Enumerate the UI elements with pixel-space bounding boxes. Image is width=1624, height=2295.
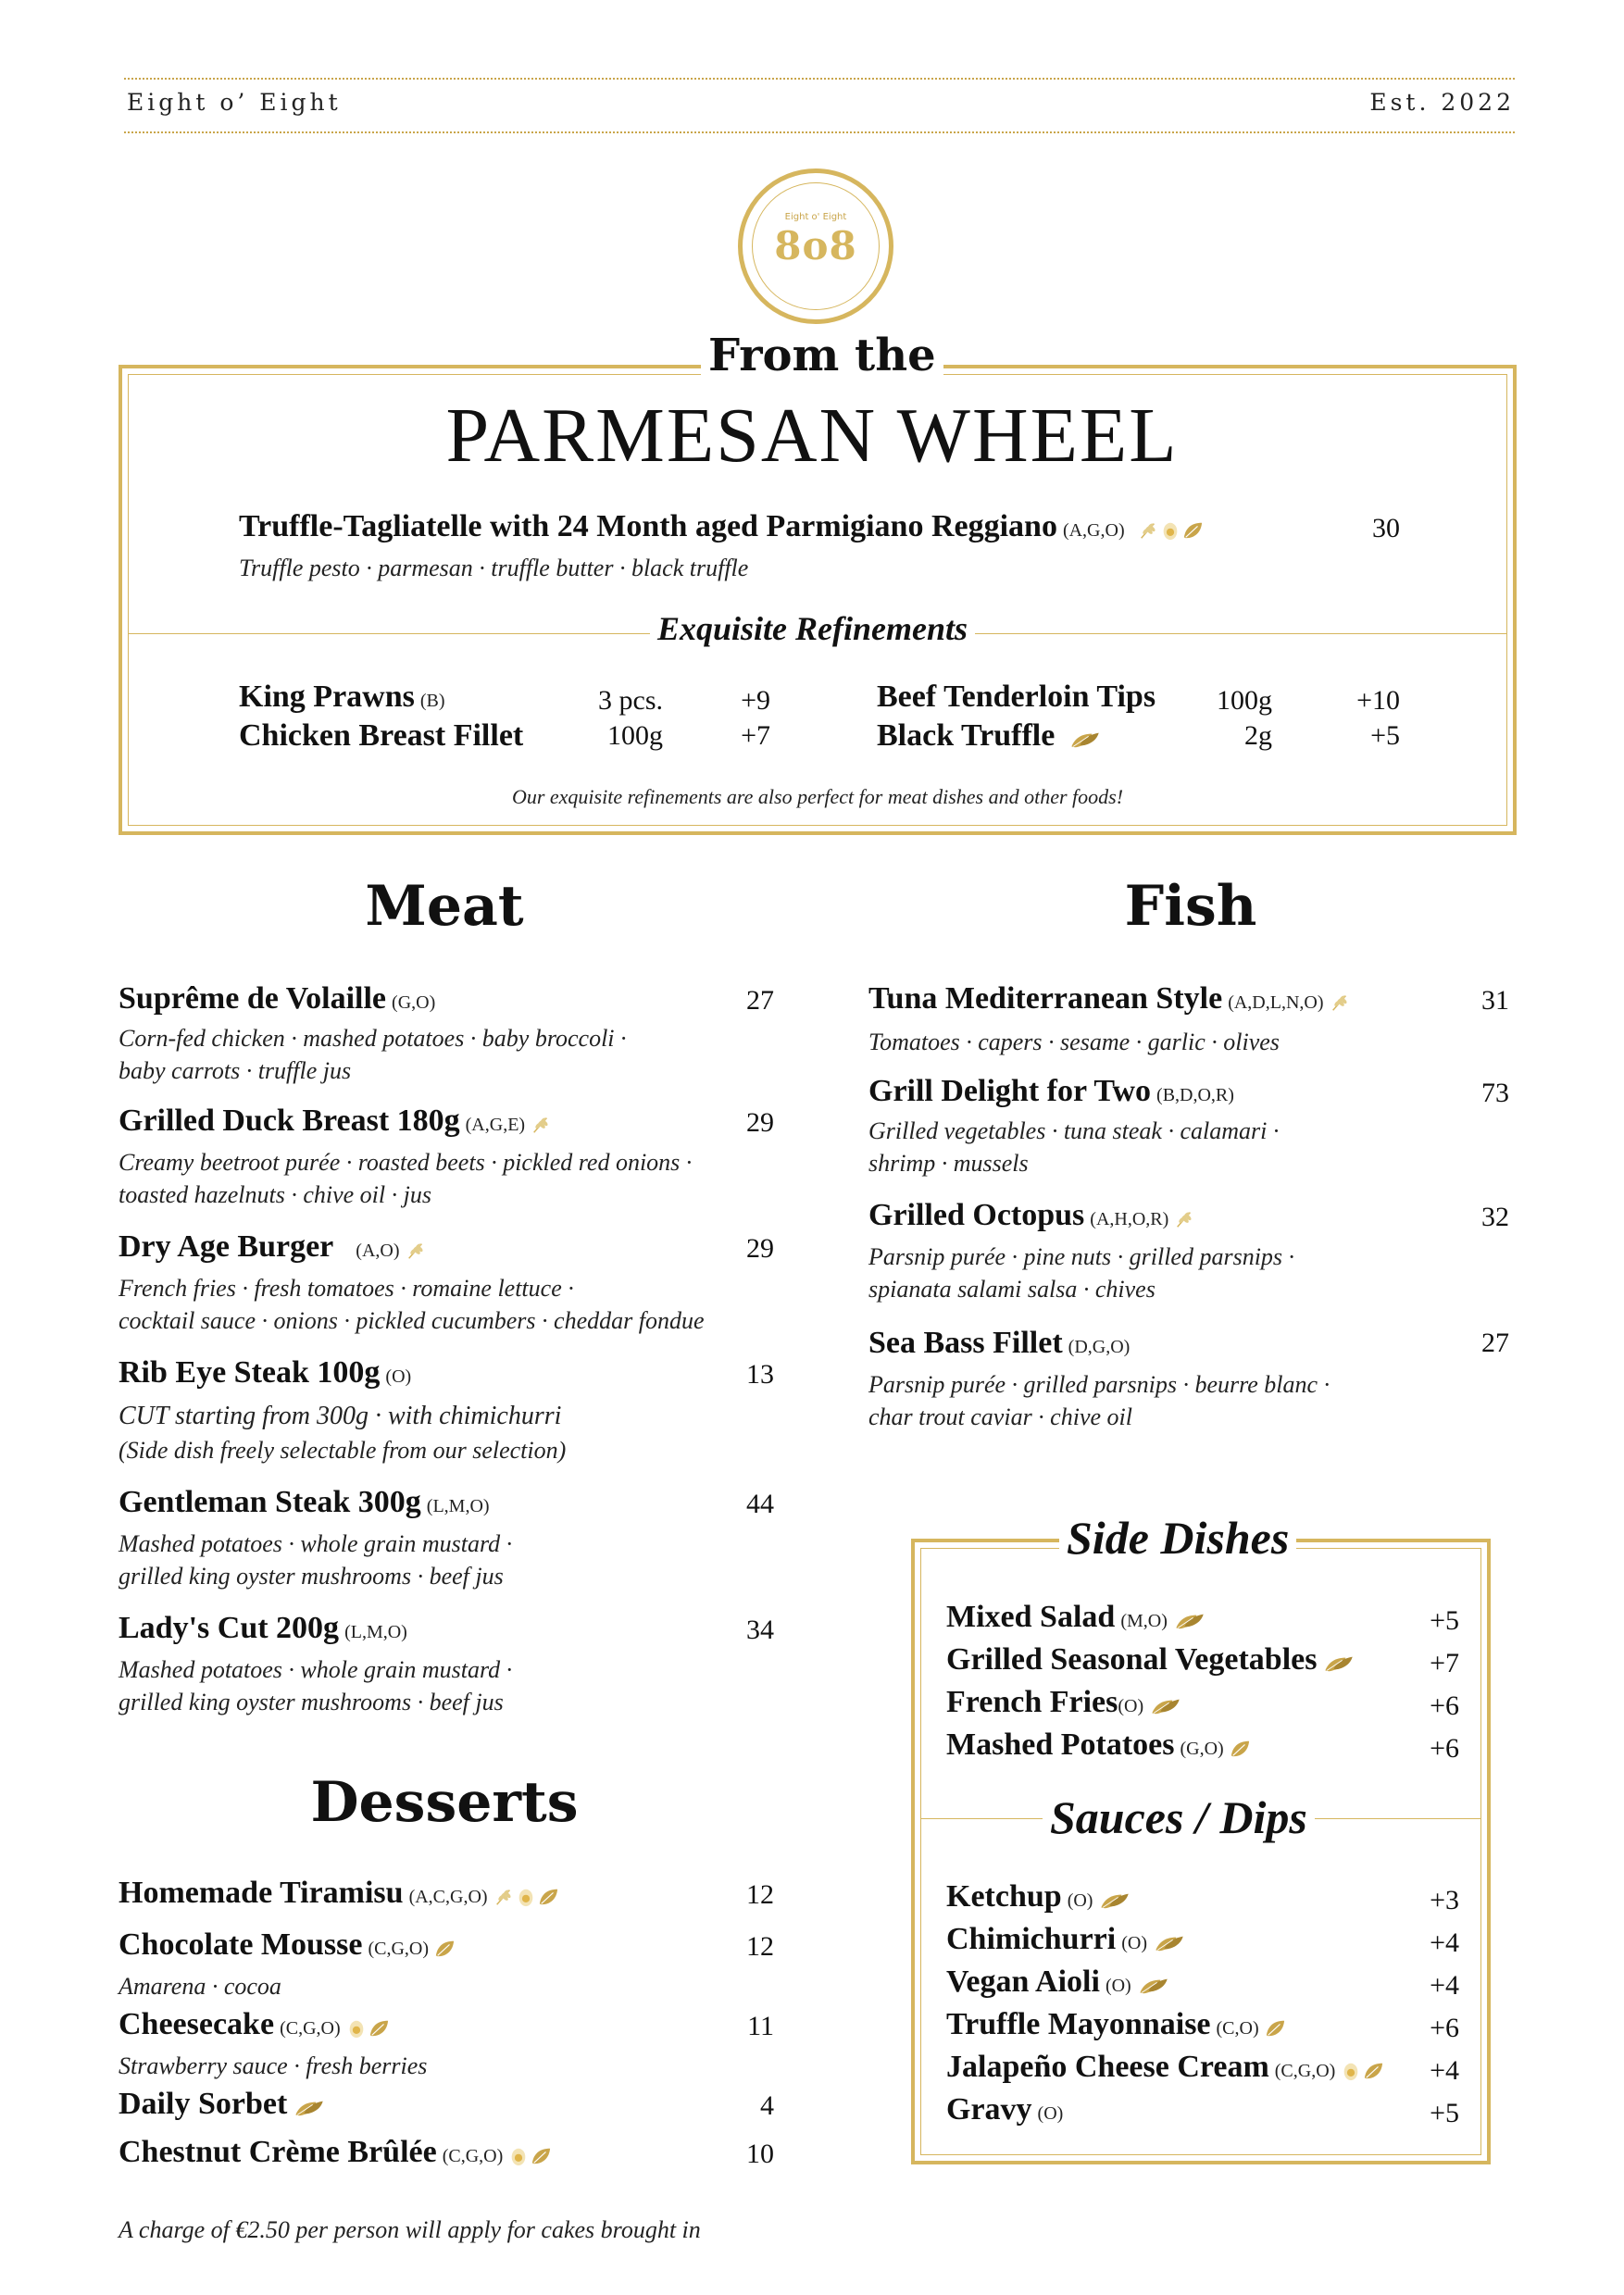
dish-description-line: CUT starting from 300g · with chimichurri [119, 1402, 562, 1430]
refinement-beef-tenderloin [877, 680, 1156, 715]
egg-icon [1160, 520, 1181, 541]
dish-allergens: (O) [385, 1366, 412, 1387]
dish-name: Gentleman Steak 300g [119, 1485, 421, 1519]
side-allergens: (O) [1118, 1696, 1144, 1716]
dish-description-line: baby carrots · truffle jus [119, 1057, 352, 1084]
refinement-name: Black Truffle [877, 718, 1056, 753]
side-dishes-title: Side Dishes [1059, 1511, 1296, 1565]
meat-item [119, 1485, 490, 1520]
refinement-qty: 3 pcs. [598, 685, 663, 716]
dish-name: Lady's Cut 200g [119, 1611, 340, 1645]
dish-price: 73 [1481, 1078, 1509, 1108]
gluten-icon [493, 1887, 514, 1907]
vegetarian-icon [1182, 520, 1203, 541]
meat-item [119, 1229, 428, 1266]
egg-icon [1341, 2061, 1361, 2081]
dish-allergens: (B,D,O,R) [1156, 1085, 1234, 1105]
refinement-qty: 2g [1244, 720, 1272, 751]
dessert-item [119, 1876, 560, 1913]
sauce-allergens: (O) [1037, 2103, 1064, 2124]
sauce-item [946, 1964, 1172, 2002]
diet-icons [346, 2009, 391, 2044]
dish-price: 10 [746, 2139, 774, 2169]
restaurant-logo [738, 168, 893, 324]
dish-description-line: Parsnip purée · pine nuts · grilled parsnips · [868, 1243, 1295, 1270]
parmesan-dish-price: 30 [1372, 513, 1400, 543]
diet-icons [1230, 1729, 1252, 1765]
vegan-icon [1173, 1611, 1206, 1631]
gluten-icon [406, 1241, 426, 1261]
dish-allergens: (C,G,O) [280, 2018, 341, 2039]
side-price: +5 [1430, 1605, 1459, 1636]
dish-description: Strawberry sauce · fresh berries [119, 2052, 428, 2079]
diet-icons [1330, 983, 1352, 1018]
diet-icons [293, 2089, 328, 2124]
dish-name: Suprême de Volaille [119, 981, 387, 1016]
dessert-item [119, 2135, 553, 2172]
sauce-name: Gravy [946, 2092, 1032, 2127]
dish-name: Chestnut Crème Brûlée [119, 2135, 437, 2169]
dish-allergens: (C,G,O) [442, 2146, 504, 2166]
vegan-icon [1149, 1696, 1182, 1716]
dish-allergens: (L,M,O) [344, 1622, 407, 1642]
header-restaurant-name: Eight o’ Eight [127, 89, 342, 116]
dish-description-line: Tomatoes · capers · sesame · garlic · olives [868, 1029, 1280, 1055]
logo-monogram: 8o8 [774, 223, 857, 268]
vegetarian-icon [538, 1887, 558, 1907]
diet-icons [1137, 1966, 1172, 2002]
refinement-black-truffle [877, 718, 1104, 755]
side-price: +6 [1430, 1690, 1459, 1721]
refinement-name: Beef Tenderloin Tips [877, 680, 1156, 714]
sauce-price: +4 [1430, 2055, 1459, 2086]
vegan-icon [1153, 1933, 1186, 1953]
sauce-item [946, 1922, 1188, 1959]
dish-allergens: (A,G,E) [465, 1115, 526, 1135]
sauce-price: +6 [1430, 2013, 1459, 2043]
dish-description-line: Corn-fed chicken · mashed potatoes · baby broccoli · [119, 1025, 627, 1052]
dish-description-line: cocktail sauce · onions · pickled cucumbers · cheddar fondue [119, 1307, 705, 1334]
dish-price: 29 [746, 1107, 774, 1138]
diet-icons [1149, 1687, 1184, 1722]
dish-price: 29 [746, 1233, 774, 1264]
vegetarian-icon [1265, 2018, 1285, 2039]
side-item [946, 1642, 1357, 1679]
dish-name: Grill Delight for Two [868, 1074, 1152, 1108]
sauce-allergens: (C,G,O) [1274, 2061, 1336, 2081]
dish-name: Grilled Octopus [868, 1198, 1085, 1232]
refinement-price: +9 [741, 685, 770, 716]
dish-name: Cheesecake [119, 2007, 275, 2041]
parmesan-dish-description: Truffle pesto · parmesan · truffle butter · black truffle [239, 555, 749, 581]
side-name: Mixed Salad [946, 1600, 1116, 1634]
sauce-allergens: (O) [1121, 1933, 1147, 1953]
side-price: +7 [1430, 1648, 1459, 1678]
dish-allergens: (L,M,O) [426, 1496, 490, 1516]
refinement-qty: 100g [607, 720, 663, 751]
dish-name: Daily Sorbet [119, 2087, 288, 2121]
sauces-title: Sauces / Dips [1043, 1790, 1315, 1844]
side-name: French Fries [946, 1685, 1118, 1719]
dish-price: 44 [746, 1489, 774, 1519]
diet-icons [493, 1877, 560, 1913]
diet-icons [1322, 1644, 1357, 1679]
side-allergens: (M,O) [1120, 1611, 1168, 1631]
side-item [946, 1600, 1208, 1637]
dish-price: 31 [1481, 985, 1509, 1016]
dessert-item [119, 1927, 456, 1964]
dish-price: 32 [1481, 1202, 1509, 1232]
dish-allergens: (G,O) [392, 992, 436, 1013]
dish-name: Homemade Tiramisu [119, 1876, 404, 1910]
vegetarian-icon [1230, 1739, 1250, 1759]
dish-name: Dry Age Burger [119, 1229, 334, 1264]
side-allergens: (G,O) [1180, 1739, 1224, 1759]
sauce-item [946, 2050, 1385, 2087]
fish-item [868, 1198, 1196, 1235]
dish-name: Chocolate Mousse [119, 1927, 363, 1962]
parmesan-dish [239, 509, 1205, 546]
refinement-price: +5 [1370, 720, 1400, 751]
dessert-item [119, 2087, 328, 2124]
parmesan-title: PARMESAN WHEEL [445, 393, 1179, 479]
refinements-title: Exquisite Refinements [650, 609, 975, 648]
dish-name: Rib Eye Steak 100g [119, 1355, 381, 1390]
dish-description-line: Mashed potatoes · whole grain mustard · [119, 1656, 513, 1683]
vegetarian-icon [434, 1939, 455, 1959]
header-established: Est. 2022 [1369, 89, 1515, 116]
meat-item [119, 1104, 553, 1141]
logo-caption: Eight o' Eight [784, 212, 847, 222]
diet-icons [531, 1105, 553, 1141]
egg-icon [346, 2018, 367, 2039]
fish-item [868, 981, 1352, 1018]
side-price: +6 [1430, 1733, 1459, 1764]
gluten-icon [531, 1115, 551, 1135]
vegan-icon [1098, 1890, 1131, 1911]
side-name: Mashed Potatoes [946, 1727, 1175, 1762]
side-item [946, 1727, 1252, 1765]
dish-description-line: French fries · fresh tomatoes · romaine lettuce · [119, 1275, 574, 1302]
dish-price: 11 [747, 2011, 774, 2041]
dish-price: 27 [1481, 1328, 1509, 1358]
dish-allergens: (A,O) [356, 1241, 400, 1261]
dish-description-line: Parsnip purée · grilled parsnips · beurre blanc · [868, 1371, 1330, 1398]
vegan-icon [293, 2098, 326, 2118]
refinement-allergens: (B) [419, 691, 445, 711]
dish-description-line: toasted hazelnuts · chive oil · jus [119, 1181, 431, 1208]
dish-allergens: (D,G,O) [1068, 1337, 1131, 1357]
dish-description-line: Creamy beetroot purée · roasted beets · pickled red onions · [119, 1149, 693, 1176]
sauce-item [946, 1879, 1133, 1916]
side-name: Grilled Seasonal Vegetables [946, 1642, 1318, 1677]
dish-name: Tuna Mediterranean Style [868, 981, 1223, 1016]
fish-item [868, 1326, 1130, 1361]
gluten-icon [1174, 1209, 1194, 1229]
fish-section-title: Fish [1124, 874, 1257, 939]
dish-name: Sea Bass Fillet [868, 1326, 1063, 1360]
dish-allergens: (A,D,L,N,O) [1228, 992, 1324, 1013]
vegan-icon [1322, 1653, 1355, 1674]
vegan-icon [1068, 730, 1102, 750]
sauce-name: Chimichurri [946, 1922, 1117, 1956]
dish-description-line: grilled king oyster mushrooms · beef jus [119, 1689, 504, 1715]
diet-icons [1138, 511, 1205, 546]
dish-price: 4 [760, 2090, 774, 2121]
vegan-icon [1137, 1976, 1170, 1996]
sauce-name: Ketchup [946, 1879, 1062, 1914]
meat-item [119, 981, 435, 1017]
vegetarian-icon [1363, 2061, 1383, 2081]
dish-price: 34 [746, 1615, 774, 1645]
dish-name: Grilled Duck Breast 180g [119, 1104, 460, 1138]
sauce-item [946, 2007, 1287, 2044]
meat-section-title: Meat [365, 874, 524, 939]
sauce-name: Truffle Mayonnaise [946, 2007, 1211, 2041]
sauce-price: +4 [1430, 1970, 1459, 2001]
dish-price: 27 [746, 985, 774, 1016]
refinement-chicken-breast [239, 718, 523, 754]
dish-description: Amarena · cocoa [119, 1973, 281, 2000]
egg-icon [508, 2146, 529, 2166]
dish-description-line: shrimp · mussels [868, 1150, 1029, 1177]
desserts-section-title: Desserts [310, 1770, 579, 1835]
vegetarian-icon [531, 2146, 551, 2166]
gluten-icon [1330, 992, 1350, 1013]
dish-description-line: spianata salami salsa · chives [868, 1276, 1156, 1303]
sauce-allergens: (C,O) [1216, 2018, 1259, 2039]
dish-description-line: grilled king oyster mushrooms · beef jus [119, 1563, 504, 1590]
refinement-price: +10 [1356, 685, 1400, 716]
vegetarian-icon [369, 2018, 389, 2039]
header-bottom-divider [124, 131, 1515, 133]
diet-icons [1173, 1602, 1208, 1637]
meat-item [119, 1611, 407, 1646]
diet-icons [1174, 1200, 1196, 1235]
dish-allergens: (C,G,O) [368, 1939, 430, 1959]
dish-description-line: Mashed potatoes · whole grain mustard · [119, 1530, 513, 1557]
dish-price: 12 [746, 1879, 774, 1910]
sauce-price: +3 [1430, 1885, 1459, 1915]
diet-icons [406, 1231, 428, 1266]
sauce-price: +5 [1430, 2098, 1459, 2128]
header-top-divider [124, 78, 1515, 80]
diet-icons [1068, 720, 1104, 755]
sauce-allergens: (O) [1105, 1976, 1131, 1996]
refinement-qty: 100g [1217, 685, 1272, 716]
dish-description-line: Grilled vegetables · tuna steak · calamari · [868, 1117, 1280, 1144]
fish-item [868, 1074, 1234, 1109]
sauce-allergens: (O) [1067, 1890, 1093, 1911]
sauce-item [946, 2092, 1063, 2127]
diet-icons [434, 1929, 456, 1964]
dish-price: 13 [746, 1359, 774, 1390]
dish-allergens: (A,C,G,O) [408, 1887, 488, 1907]
refinement-name: Chicken Breast Fillet [239, 718, 524, 753]
sauce-name: Vegan Aioli [946, 1964, 1100, 1999]
diet-icons [1098, 1881, 1133, 1916]
cake-charge-note: A charge of €2.50 per person will apply for cakes brought in [119, 2216, 701, 2243]
parmesan-pre-title: From the [701, 330, 943, 381]
dish-allergens: (A,H,O,R) [1090, 1209, 1169, 1229]
dish-name: Truffle-Tagliatelle with 24 Month aged Parmigiano Reggiano [239, 509, 1057, 543]
meat-item [119, 1355, 411, 1391]
sauce-name: Jalapeño Cheese Cream [946, 2050, 1269, 2084]
dish-description-line: char trout caviar · chive oil [868, 1403, 1132, 1430]
dish-allergens: (A,G,O) [1062, 520, 1125, 541]
dish-price: 12 [746, 1931, 774, 1962]
gluten-icon [1138, 520, 1158, 541]
diet-icons [508, 2137, 553, 2172]
sauce-price: +4 [1430, 1927, 1459, 1958]
dessert-item [119, 2007, 391, 2044]
egg-icon [516, 1887, 536, 1907]
dish-description-line: (Side dish freely selectable from our selection) [119, 1437, 567, 1464]
diet-icons [1341, 2052, 1385, 2087]
refinement-price: +7 [741, 720, 770, 751]
refinement-king-prawns [239, 680, 445, 715]
refinements-note: Our exquisite refinements are also perfect for meat dishes and other foods! [511, 785, 1124, 808]
refinement-name: King Prawns [239, 680, 415, 714]
diet-icons [1265, 2009, 1287, 2044]
side-item [946, 1685, 1184, 1722]
diet-icons [1153, 1924, 1188, 1959]
